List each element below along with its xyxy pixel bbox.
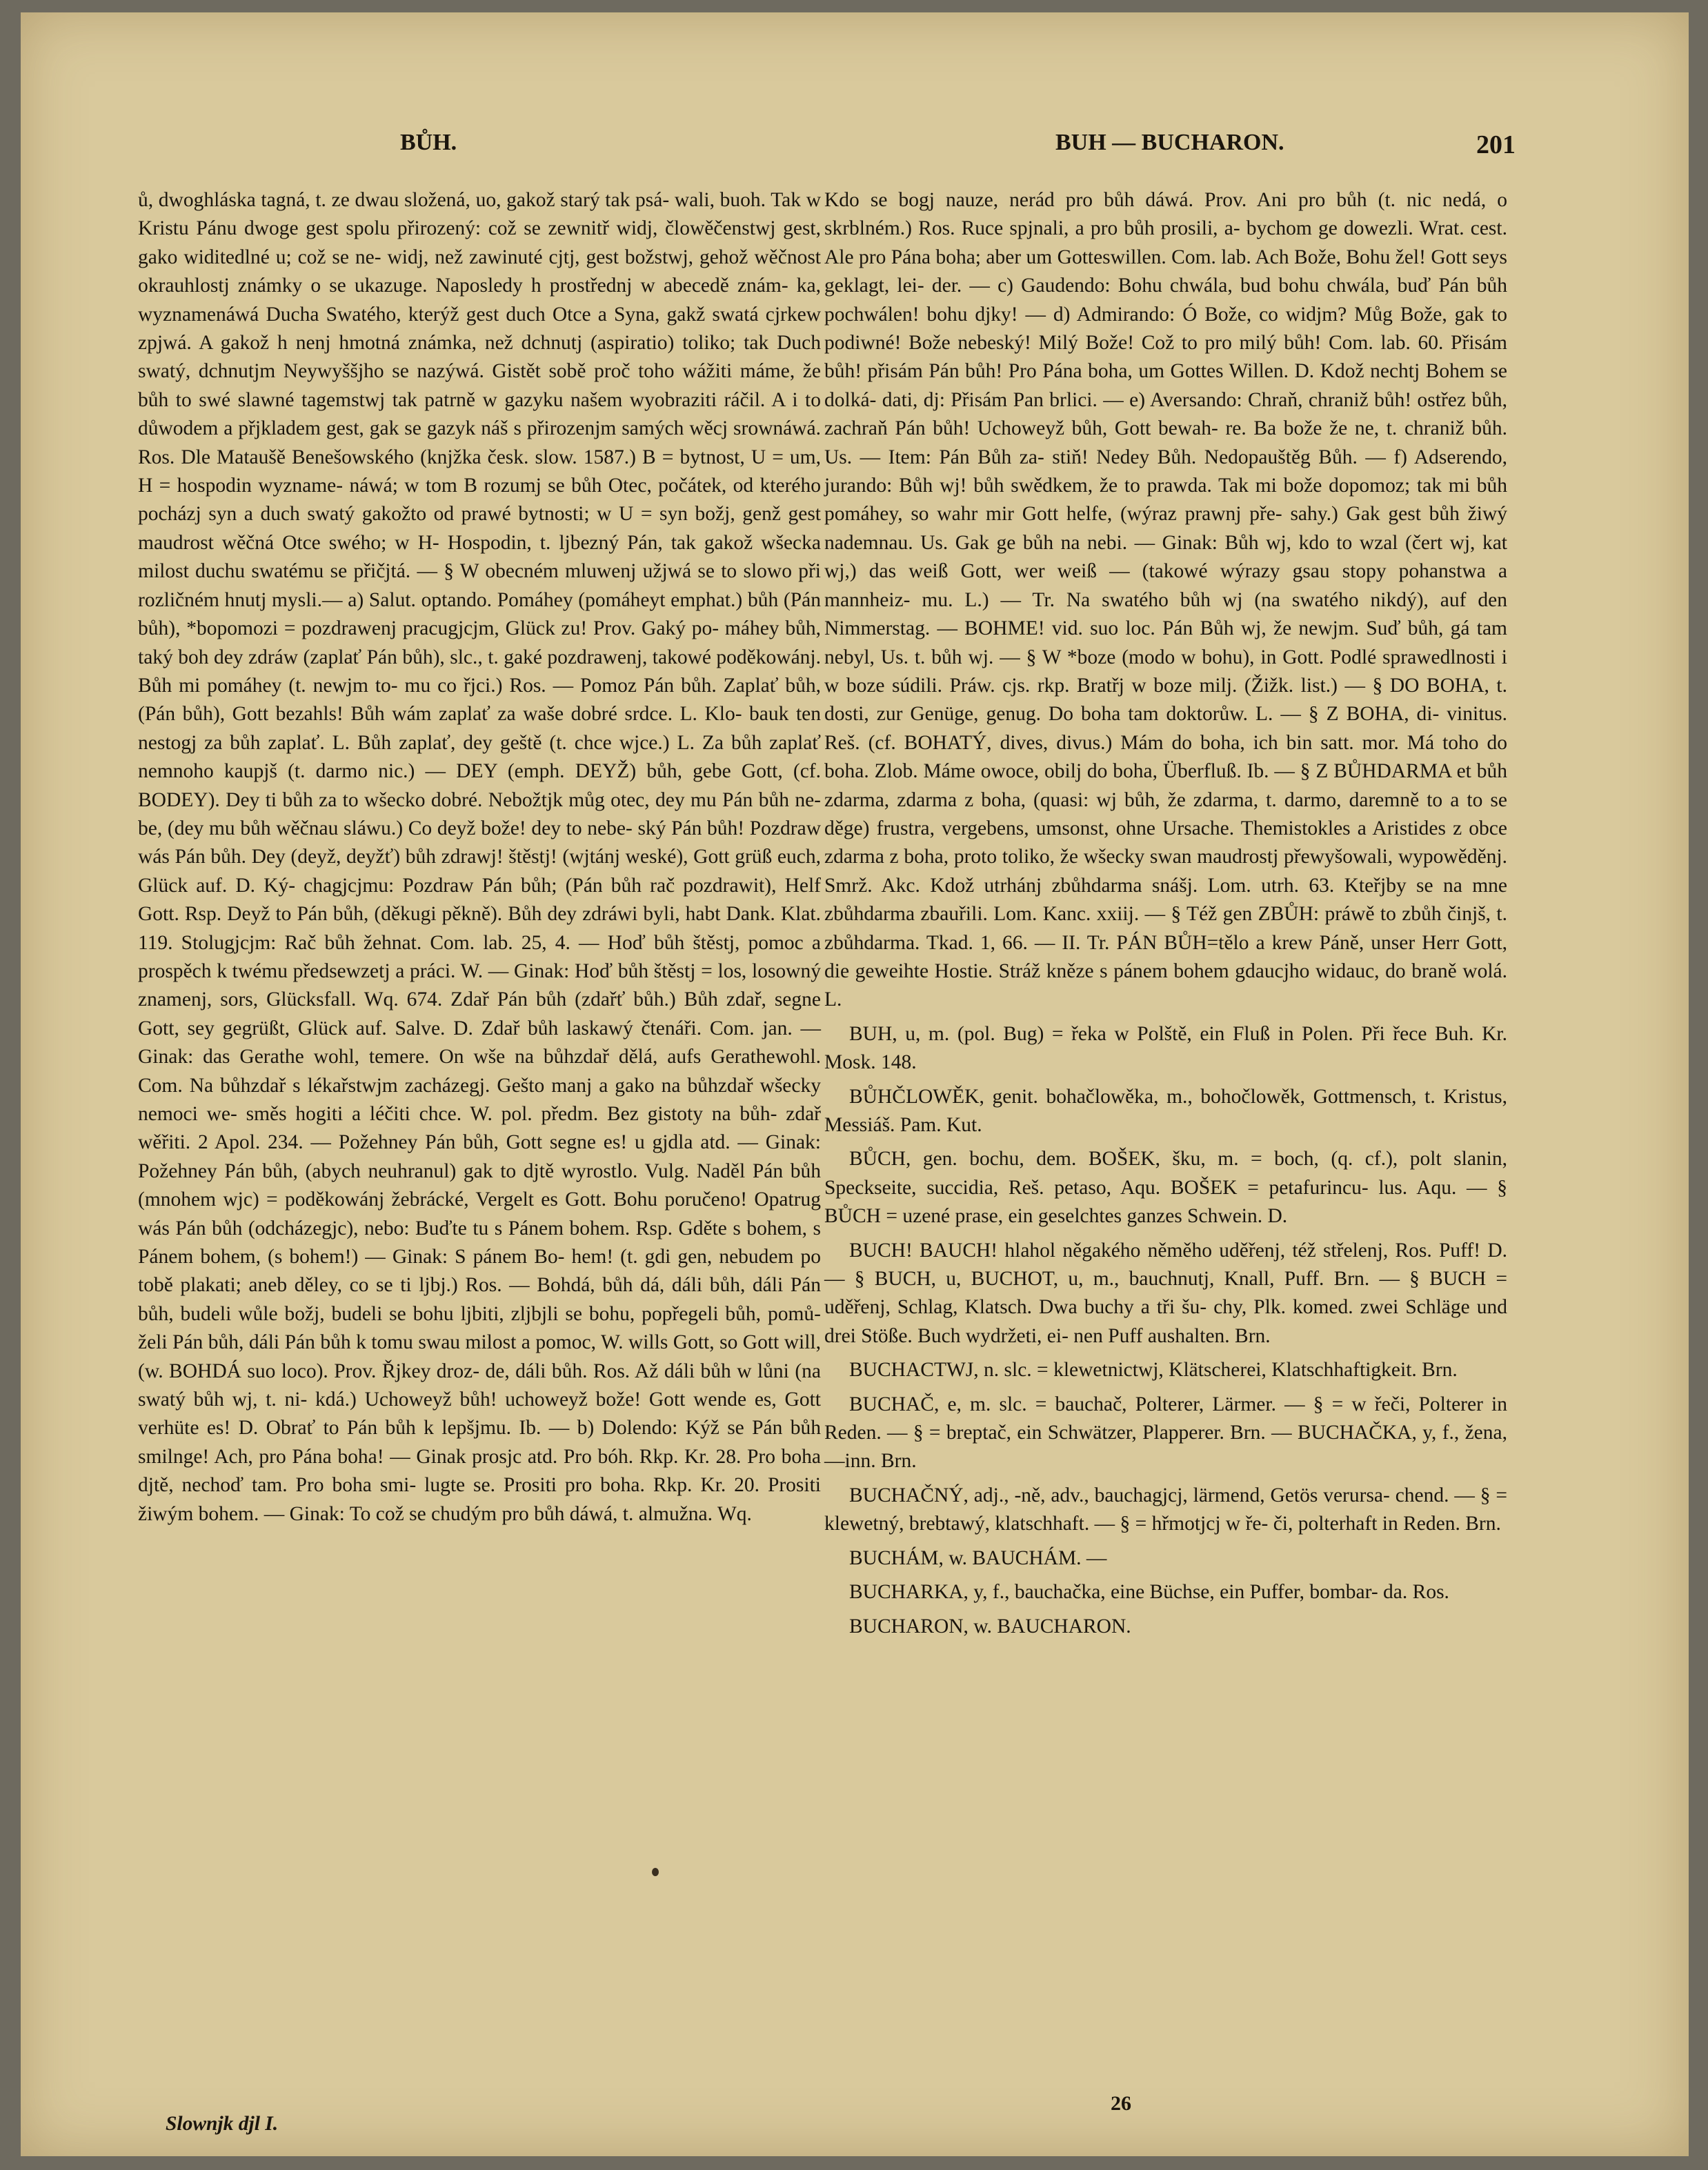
- dictionary-page: [21, 12, 1689, 2156]
- ink-spot: [652, 1868, 659, 1876]
- entry-buchacny: BUCHAČNÝ, adj., -ně, adv., bauchagjcj, lärmend, Getös verursa- chend. — § = klewetný, brebtawý, klatschhaft. — § = hřmotjcj w ře- či, polterhaft in Reden. Brn.: [824, 1484, 1507, 1535]
- header-right-guideword: BUH — BUCHARON.: [1055, 130, 1284, 155]
- sheet-number: 26: [1111, 2092, 1131, 2115]
- entry-buhclowek: BŮHČLOWĚK, genit. bohačlowěka, m., bohočlowěk, Gottmensch, t. Kristus, Messiáš. Pam. Kut.: [824, 1085, 1507, 1136]
- entry-buh-continued-right: Kdo se bogj nauze, nerád pro bůh dáwá. Prov. Ani pro bůh (t. nic nedá, o skrblném.) Ros. Ruce spjnali, a pro bůh prosili, a- bychom ge dowezli. Wrat. cest. Ale pro Pána boha; aber um Gotteswillen. Com. lab. Ach Bože, Bohu žel! Gott seys geklagt, lei- der. — c) Gaudendo: Bohu chwála, bud bohu chwála, buď Pán bůh pochwálen! bohu djky! — d) Admirando: Ó Bože, co widjm? Můg Bože, gak to podiwné! Bože nebeský! Milý Bože! Což to pro milý bůh! Com. lab. 60. Přisám bůh! přisám Pán bůh! Pro Pána boha, um Gottes Willen. D. Kdož nechtj Bohem se dolká- dati, dj: Přisám Pan brlici. — e) Aversando: Chraň, chraniž bůh! ostřez bůh, zachraň Pán bůh! Uchoweyž bůh, Gott bewah- re. Ba bože že ne, t. chraniž bůh. Us. — Item: Pán Bůh za- stiň! Nedey Bůh. Nedopauštěg Bůh. — f) Adserendo, jurando: Bůh wj! bůh swědkem, že to prawda. Tak mi bože dopomoz; tak mi bůh pomáhey, so wahr mir Gott helfe, (wýraz prawnj pře- sahy.) Gak gest bůh žiwý nademnau. Us. Gak ge bůh na nebi. — Ginak: Bůh wj, kdo to wzal (čert wj, kat wj,) das weiß Gott, wer weiß — (takowé wýrazy gsau stopy pohanstwa a mannheiz- mu. L.) — Tr. Na swatého bůh wj (na swatého nikdý), auf den Nimmerstag. — BOHME! vid. suo loc. Pán Bůh wj, že newjm. Suď bůh, gá tam nebyl, Us. t. bůh wj. — § W *boze (modo w bohu), in Gott. Podlé sprawedlnosti i w boze súdili. Práw. cjs. rkp. Bratřj w boze milj. (Žižk. list.) — § DO BOHA, t. dosti, zur Genüge, genug. Do boha tam doktorůw. L. — § Z BOHA, di- vinitus. Reš. (cf. BOHATÝ, dives, divus.) Mám do boha, ich bin satt. mor. Má toho do boha. Zlob. Máme owoce, obilj do boha, Überfluß. Ib. — § Z BŮHDARMA et bůh zdarma, zdarma z boha, (quasi: wj bůh, že zdarma, t. darmo, daremně to a to se děge) frustra, vergebens, umsonst, ohne Ursache. Themistokles a Aristides z obce zdarma z boha, proto toliko, že wšecky swan maudrostj přewyšowali, wypowěděnj. Smrž. Akc. Kdož utrhánj zbůhdarma snášj. Lom. utrh. 63. Kteřjby se na mne zbůhdarma zbauřili. Lom. Kanc. xxiij. — § Též gen ZBŮH: práwě to zbůh činjš, t. zbůhdarma. Tkad. 1, 66. — II. Tr. PÁN BŮH=tělo a krew Páně, unser Herr Gott, die geweihte Hostie. Stráž kněze s pánem bohem gdaucjho widauc, do braně wolá. L.: [824, 189, 1507, 1011]
- entry-buchac: BUCHAČ, e, m. slc. = bauchač, Polterer, Lärmer. — § = w řeči, Polterer in Reden. — § = breptač, ein Schwätzer, Plapperer. Brn. — BUCHAČKA, y, f., žena, —inn. Brn.: [824, 1393, 1507, 1473]
- header-left-guideword: BŮH.: [400, 130, 457, 155]
- entry-buch-interjection: BUCH! BAUCH! hlahol něgakého něměho uděřenj, též střelenj, Ros. Puff! D. — § BUCH, u, BUCHOT, u, m., bauchnutj, Knall, Puff. Brn. — § BUCH = uděřenj, Schlag, Klatsch. Dwa buchy a tři šu- chy, Plk. komed. zwei Schläge und drei Stöße. Buch wydržeti, ei- nen Puff aushalten. Brn.: [824, 1239, 1507, 1347]
- left-column: [138, 186, 821, 1529]
- entry-buh-continued: ů, dwoghláska tagná, t. ze dwau složená, uo, gakož starý tak psá- wali, buoh. Tak w Kristu Pánu dwoge gest spolu přirozený: což se zewnitř widj, člowěčenstwj gest, gako widitedlné u; což se ne- widj, než zawinuté cjtj, gest božstwj, gehož wěčnost okrauhlostj známky o se ukazuge. Naposledy h prostřednj w abecedě znám- ka, wyznamenáwá Ducha Swatého, kterýž gest duch Otce a Syna, gakž swatá cjrkew zpjwá. A gakož h nenj hmotná známka, než dchnutj (aspiratio) toliko; tak Duch swatý, dchnutjm Neywyššjho se nazýwá. Gistět sobě proč toho wážiti máme, že bůh to swé slawné tagemstwj tak patrně w gazyku našem wyobraziti ráčil. A i to důwodem a přjkladem gest, gak se gazyk náš s přirozenjm samých wěcj srownáwá. Ros. Dle Mataušě Benešowského (knjžka česk. slow. 1587.) B = bytnost, U = um, H = hospodin wyzname- náwá; w tom B rozumj se bůh Otec, počátek, od kterého pocházj syn a duch swatý gakožto od prawé bytnosti; w U = syn božj, genž gest maudrost wěčná Otce swého; w H- Hospodin, t. ljbezný Pán, tak gakož wšecka milost duchu swatému se přičjtá. — § W obecném mluwenj užjwá se to slowo při rozličném hnutj mysli.— a) Salut. optando. Pomáhey (pomáheyt emphat.) bůh (Pán bůh), *bopomozi = pozdrawenj pracugjcjm, Glück zu! Prov. Gaký po- máhey bůh, taký boh dey zdráw (zaplať Pán bůh), slc., t. gaké pozdrawenj, takowé poděkowánj. Bůh mi pomáhey (t. newjm to- mu co řjci.) Ros. — Pomoz Pán bůh. Zaplať bůh, (Pán bůh), Gott bezahls! Bůh wám zaplať za waše dobré srdce. L. Klo- bauk ten nestogj za bůh zaplať. L. Bůh zaplať, dey geště (t. chce wjce.) L. Za bůh zaplať nemnoho kaupjš (t. darmo nic.) — DEY (emph. DEYŽ) bůh, gebe Gott, (cf. BODEY). Dey ti bůh za to wšecko dobré. Nebožtjk můg otec, dey mu Pán bůh ne- be, (dey mu bůh wěčnau sláwu.) Co deyž bože! dey to nebe- ský Pán bůh! Pozdraw wás Pán bůh. Dey (deyž, deyžť) bůh zdrawj! štěstj! (wjtánj weské), Gott grüß euch, Glück auf. D. Ký- chagjcjmu: Pozdraw Pán bůh; (Pán bůh rač pozdrawit), Helf Gott. Rsp. Deyž to Pán bůh, (děkugi pěkně). Bůh dey zdráwi byli, habt Dank. Klat. 119. Stolugjcjm: Rač bůh žehnat. Com. lab. 25, 4. — Hoď bůh štěstj, pomoc a prospěch k twému předsewzetj a práci. W. — Ginak: Hoď bůh štěstj = los, losowný znamenj, sors, Glücksfall. Wq. 674. Zdař Pán bůh (zdařť bůh.) Bůh zdař, segne Gott, sey gegrüßt, Glück auf. Salve. D. Zdař bůh laskawý čtenáři. Com. jan. — Ginak: das Gerathe wohl, temere. On wše na bůhzdař dělá, aufs Gerathewohl. Com. Na bůhzdař s lékařstwjm zacházegj. Gešto manj a gako na bůhzdař wšecky nemoci we- směs hogiti a léčiti chce. W. pol. předm. Bez gistoty na bůh- zdař wěřiti. 2 Apol. 234. — Požehney Pán bůh, Gott segne es! u gjdla atd. — Ginak: Požehney Pán bůh, (abych neuhranul) gak to djtě wyrostlo. Vulg. Naděl Pán bůh (mnohem wjc) = poděkowánj žebrácké, Vergelt es Gott. Bohu poručeno! Opatrug wás Pán bůh (odcházegjc), nebo: Buďte tu s Pánem bohem. Rsp. Gděte s bohem, s Pánem bohem, (s bohem!) — Ginak: S pánem Bo- hem! (t. gdi gen, nebudem po tobě plakati; aneb děley, co se ti ljbj.) Ros. — Bohdá, bůh dá, dáli bůh, dáli Pán bůh, budeli wůle božj, budeli se bohu ljbiti, zljbjli se bohu, popřegeli bůh, pomů- želi Pán bůh, dáli Pán bůh k tomu swau milost a pomoc, W. wills Gott, so Gott will, (w. BOHDÁ suo loco). Prov. Řjkey droz- de, dáli bůh. Ros. Až dáli bůh w lůni (na swatý bůh wj, t. ni- kdá.) Uchoweyž bůh! uchoweyž bože! Gott wende es, Gott verhüte es! D. Obrať to Pán bůh k lepšjmu. Ib. — b) Dolendo: Kýž se Pán bůh smilnge! Ach, pro Pána boha! — Ginak prosjc atd. Pro bóh. Rkp. Kr. 28. Pro boha djtě, nechoď tam. Pro boha smi- lugte se. Prositi pro boha. Rkp. Kr. 20. Prositi žiwým bohem. — Ginak: To což se chudým pro bůh dáwá, t. almužna. Wq.: [138, 189, 821, 1525]
- entry-buh-river: BUH, u, m. (pol. Bug) = řeka w Polště, ein Fluß in Polen. Při řece Buh. Kr. Mosk. 148.: [824, 1022, 1507, 1074]
- entry-bucham: BUCHÁM, w. BAUCHÁM. —: [849, 1546, 1107, 1569]
- entry-bucharka: BUCHARKA, y, f., bauchačka, eine Büchse, ein Puffer, bombar- da. Ros.: [849, 1581, 1449, 1604]
- signature-mark: Slownjk djl I.: [166, 2113, 279, 2135]
- entry-buchactwj: BUCHACTWJ, n. slc. = klewetnictwj, Klätscherei, Klatschhaftigkeit. Brn.: [849, 1359, 1458, 1382]
- entry-bucharon: BUCHARON, w. BAUCHARON.: [849, 1615, 1131, 1638]
- entry-buch-bacon: BŮCH, gen. bochu, dem. BOŠEK, šku, m. = boch, (q. cf.), polt slanin, Speckseite, succidia, Reš. petaso, Aqu. BOŠEK = petafurincu- lus. Aqu. — § BŮCH = uzené prase, ein geselchtes ganzes Schwein. D.: [824, 1148, 1507, 1228]
- running-header: [21, 123, 1689, 164]
- right-column: [824, 186, 1507, 1641]
- page-number: 201: [1476, 130, 1516, 159]
